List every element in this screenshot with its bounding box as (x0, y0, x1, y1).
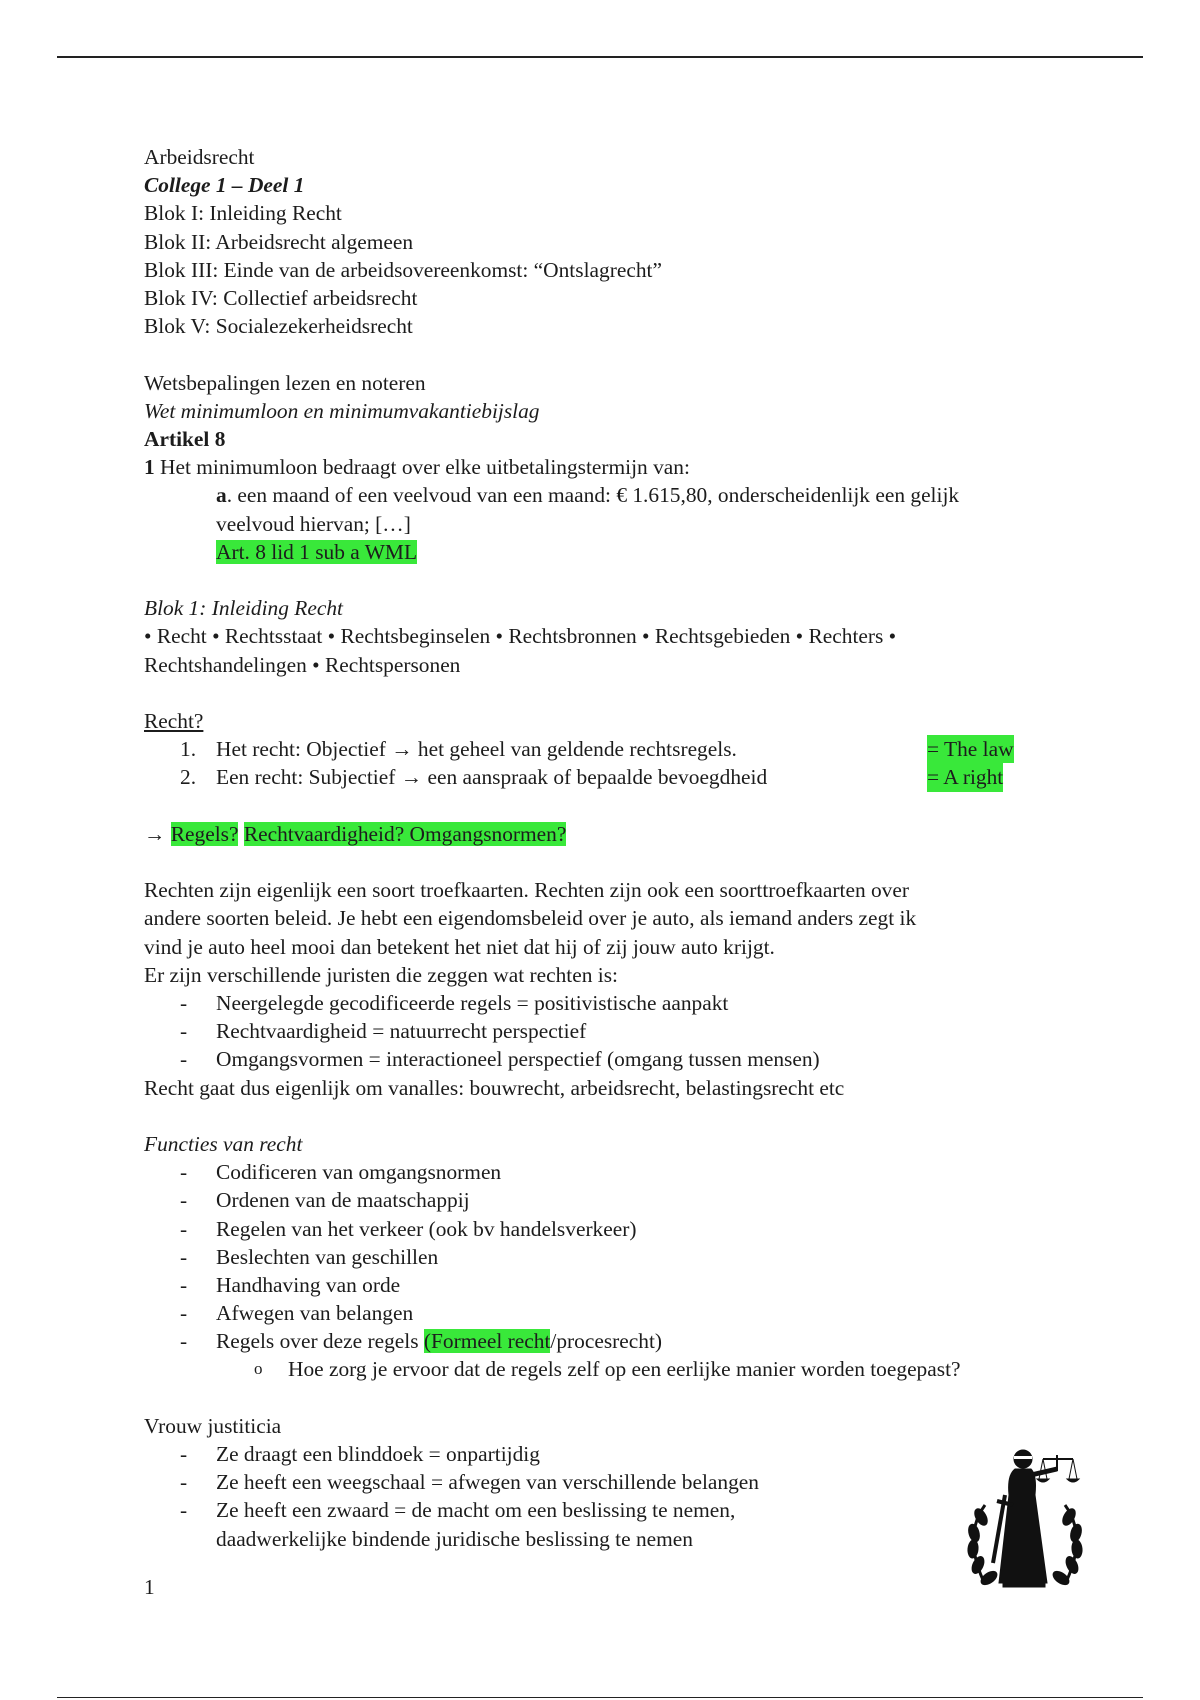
sub-label: a (216, 483, 227, 508)
item-number: 2. (180, 765, 197, 790)
question-highlight: Rechtvaardigheid? Omgangsnormen? (243, 821, 567, 846)
paragraph-text: Het minimumloon bedraagt over elke uitbetalingstermijn van: (154, 455, 690, 480)
list-item-continuation: daadwerkelijke bindende juridische beslissing te nemen (216, 1526, 693, 1551)
list-item: - Beslechten van geschillen (144, 1243, 1084, 1271)
list-item: - Handhaving van orde (144, 1271, 1084, 1299)
dash-bullet: - (180, 1442, 188, 1467)
block-item: Blok II: Arbeidsrecht algemeen (144, 229, 414, 254)
list-item: - Regels over deze regels (Formeel recht/procesrecht) (144, 1327, 1084, 1355)
item-text: Een recht: Subjectief → een aanspraak of bepaalde bevoegdheid (216, 765, 768, 790)
formeel-recht-highlight: (Formeel recht (423, 1329, 551, 1354)
wets-heading: Wetsbepalingen lezen en noteren (144, 370, 426, 395)
arrow-icon: → (144, 821, 171, 846)
dash-bullet: - (180, 1047, 188, 1072)
questions-line (144, 820, 1084, 848)
doc-title: Arbeidsrecht (144, 145, 255, 169)
list-item: - Rechtvaardigheid = natuurrecht perspectief (144, 1017, 1084, 1045)
paragraph-line: Rechten zijn eigenlijk een soort troefkaarten. Rechten zijn ook een soorttroefkaarten over (144, 878, 909, 903)
item-note-highlight: = The law (927, 735, 1014, 763)
citation-highlight: Art. 8 lid 1 sub a WML (216, 539, 418, 564)
dash-bullet: - (180, 1498, 188, 1523)
numbered-item (144, 735, 1084, 763)
list-item: - Omgangsvormen = interactioneel perspectief (omgang tussen mensen) (144, 1045, 1084, 1073)
dash-bullet: - (180, 1216, 188, 1241)
college-heading: College 1 – Deel 1 (144, 173, 305, 198)
block-item: Blok IV: Collectief arbeidsrecht (144, 286, 418, 311)
bottom-rule (57, 1697, 1143, 1698)
block-item: Blok V: Socialezekerheidsrecht (144, 314, 413, 339)
document-page (144, 143, 1084, 1553)
article-paragraph (144, 453, 1084, 481)
block-item: Blok III: Einde van de arbeidsovereenkomst: “Ontslagrecht” (144, 257, 662, 282)
paragraph-line: Er zijn verschillende juristen die zeggen wat rechten is: (144, 962, 618, 987)
dash-bullet: - (180, 1470, 188, 1495)
topics-line: Rechtshandelingen • Rechtspersonen (144, 652, 461, 677)
list-item: - Neergelegde gecodificeerde regels = positivistische aanpakt (144, 989, 1084, 1017)
list-item: - Regelen van het verkeer (ook bv handelsverkeer) (144, 1215, 1084, 1243)
paragraph-line: andere soorten beleid. Je hebt een eigendomsbeleid over je auto, als iemand anders zegt ik (144, 906, 917, 931)
item-text: Het recht: Objectief → het geheel van geldende rechtsregels. (216, 737, 737, 762)
sub-list-item: o Hoe zorg je ervoor dat de regels zelf op een eerlijke manier worden toegepast? (144, 1355, 1084, 1383)
dash-bullet: - (180, 1160, 188, 1185)
article-sub-a (144, 481, 1084, 509)
functies-heading: Functies van recht (144, 1131, 303, 1156)
dash-bullet: - (180, 1329, 188, 1354)
citation-line (144, 538, 1084, 566)
list-item: - Afwegen van belangen (144, 1299, 1084, 1327)
justitia-heading: Vrouw justiticia (144, 1413, 282, 1438)
dash-bullet: - (180, 1301, 188, 1326)
law-name: Wet minimumloon en minimumvakantiebijslag (144, 398, 540, 423)
list-item: - Ze heeft een weegschaal = afwegen van verschillende belangen (144, 1468, 1084, 1496)
lady-justice-icon (955, 1445, 1095, 1595)
article-heading: Artikel 8 (144, 427, 226, 452)
page-number: 1 (144, 1575, 155, 1599)
item-number: 1. (180, 737, 197, 762)
block-item: Blok I: Inleiding Recht (144, 201, 342, 226)
article-sub-a-continued: veelvoud hiervan; […] (216, 511, 411, 536)
recht-heading: Recht? (144, 709, 204, 734)
dash-bullet: - (180, 1188, 188, 1213)
list-item: - Ordenen van de maatschappij (144, 1186, 1084, 1214)
numbered-item (144, 763, 1084, 791)
top-rule (57, 56, 1143, 58)
list-item: - Ze heeft een zwaard = de macht om een beslissing te nemen, (144, 1496, 1084, 1524)
paragraph-line: vind je auto heel mooi dan betekent het niet dat hij of zij jouw auto krijgt. (144, 934, 775, 959)
topics-line: • Recht • Rechtsstaat • Rechtsbeginselen • Rechtsbronnen • Rechtsgebieden • Rechters • (144, 624, 897, 649)
circle-bullet: o (254, 1359, 263, 1379)
blok1-heading: Blok 1: Inleiding Recht (144, 596, 343, 621)
list-item: - Codificeren van omgangsnormen (144, 1158, 1084, 1186)
item-note-highlight: = A right (927, 763, 1003, 791)
dash-bullet: - (180, 1272, 188, 1297)
sub-text: . een maand of een veelvoud van een maand: € 1.615,80, onderscheidenlijk een gelijk (226, 483, 960, 508)
dash-bullet: - (180, 1244, 188, 1269)
list-item: - Ze draagt een blinddoek = onpartijdig (144, 1440, 1084, 1468)
paragraph-line: Recht gaat dus eigenlijk om vanalles: bouwrecht, arbeidsrecht, belastingsrecht etc (144, 1075, 845, 1100)
dash-bullet: - (180, 990, 188, 1015)
paragraph-number: 1 (144, 455, 155, 480)
question-highlight: Regels? (170, 821, 239, 846)
dash-bullet: - (180, 1019, 188, 1044)
